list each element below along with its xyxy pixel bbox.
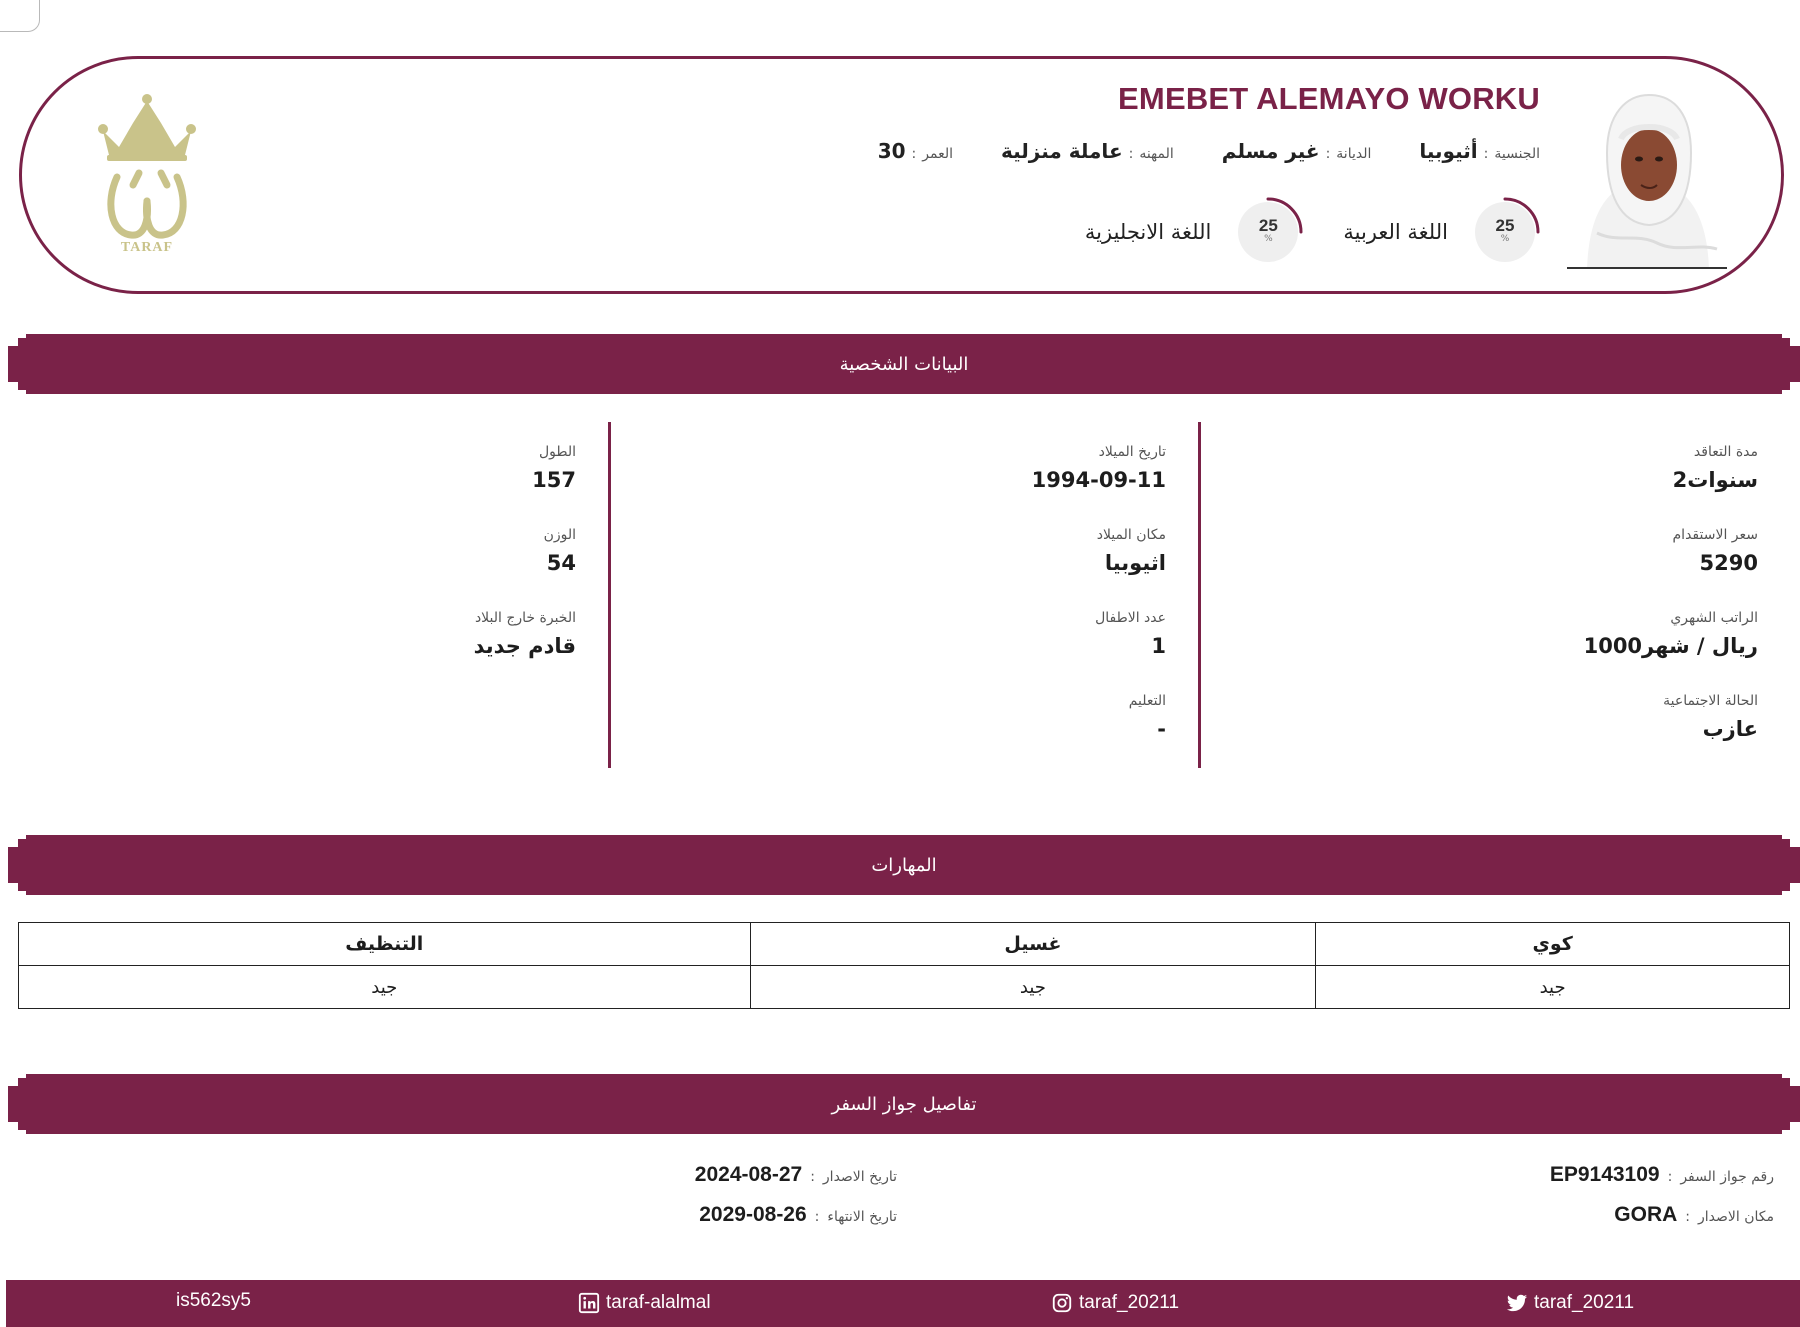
language-percent-value: 25: [1495, 216, 1515, 235]
field-label: مدة التعاقد: [1693, 444, 1758, 460]
skill-level: جيد: [19, 966, 751, 1009]
twitter-icon: [1506, 1292, 1528, 1314]
field-label: مكان الاصدار: [1698, 1209, 1774, 1225]
nationality-value: أثيوبيا: [1419, 139, 1478, 163]
corner-decoration: [0, 0, 40, 32]
separator: :: [1128, 146, 1134, 162]
field-value: 2024-08-27: [694, 1163, 803, 1186]
field-value: 2029-08-26: [699, 1203, 807, 1226]
issue-date-field: [695, 1163, 897, 1187]
twitter-link[interactable]: [1506, 1292, 1634, 1314]
field-value: -: [1157, 717, 1166, 741]
field-value: GORA: [1614, 1203, 1678, 1226]
separator: :: [1685, 1209, 1690, 1225]
passport-header: [18, 1078, 1790, 1130]
height-field: [532, 444, 576, 492]
field-value: 54: [546, 551, 576, 575]
field-label: مكان الميلاد: [1096, 527, 1166, 543]
weight-field: [544, 527, 576, 575]
field-value: EP9143109: [1549, 1163, 1660, 1186]
separator: :: [1667, 1169, 1673, 1185]
field-label: عدد الاطفال: [1095, 610, 1166, 626]
language-levels: [1085, 197, 1540, 267]
worker-code-value: is562sy5: [176, 1290, 251, 1311]
profile-header-card: [19, 56, 1784, 294]
instagram-handle: taraf_20211: [1079, 1292, 1180, 1313]
profession-value: عاملة منزلية: [1001, 139, 1123, 163]
twitter-handle: taraf_20211: [1534, 1292, 1635, 1313]
children-count-field: [1095, 610, 1166, 658]
contract-duration-field: [1673, 444, 1758, 492]
separator: :: [911, 146, 917, 162]
age-value: 30: [877, 139, 906, 163]
profession-label: المهنه: [1139, 146, 1174, 162]
taraf-logo: [87, 93, 207, 253]
separator: :: [814, 1209, 820, 1225]
contract-column: [1201, 422, 1790, 768]
issue-place-field: [1614, 1203, 1774, 1227]
field-label: تاريخ الميلاد: [1098, 444, 1166, 460]
instagram-icon: [1051, 1292, 1073, 1314]
age-label: العمر: [922, 146, 953, 162]
marital-status-field: [1663, 693, 1758, 741]
field-value: 157: [532, 468, 576, 492]
field-value: 1: [1151, 634, 1166, 658]
passport-number-field: [1550, 1163, 1774, 1187]
field-label: رقم جواز السفر: [1680, 1169, 1774, 1185]
skill-level: جيد: [750, 966, 1316, 1009]
field-value: 1000ريال / شهر: [1583, 634, 1758, 658]
field-label: الراتب الشهري: [1670, 610, 1758, 626]
basic-info-row: [878, 139, 1540, 163]
skills-header: [18, 839, 1790, 891]
field-value: قادم جديد: [473, 634, 576, 658]
physical-column: [18, 422, 611, 768]
field-label: تاريخ الانتهاء: [827, 1209, 897, 1225]
worker-code: [176, 1290, 251, 1312]
separator: :: [1325, 146, 1331, 162]
percent-unit: %: [1500, 234, 1510, 244]
skill-name: غسيل: [750, 923, 1316, 966]
table-row: [19, 966, 1790, 1009]
section-title: المهارات: [871, 854, 937, 876]
religion-label: الديانة: [1336, 146, 1372, 162]
religion-value: غير مسلم: [1221, 139, 1320, 163]
field-label: الوزن: [543, 527, 576, 543]
profession-field: [1001, 139, 1174, 163]
skill-name: كوي: [1316, 923, 1790, 966]
birth-date-field: [1032, 444, 1166, 492]
field-label: سعر الاستقدام: [1672, 527, 1758, 543]
expiry-date-field: [699, 1203, 897, 1227]
recruitment-price-field: [1673, 527, 1758, 575]
worker-name: EMEBET ALEMAYO WORKU: [1118, 81, 1540, 116]
religion-field: [1222, 139, 1372, 163]
nationality-label: الجنسية: [1494, 146, 1540, 162]
field-label: الحالة الاجتماعية: [1663, 693, 1758, 709]
separator: :: [1483, 146, 1489, 162]
experience-abroad-field: [474, 610, 576, 658]
language-gauge: [1470, 197, 1540, 267]
section-title: البيانات الشخصية: [839, 353, 969, 375]
separator: :: [810, 1169, 815, 1185]
skill-name: التنظيف: [19, 923, 751, 966]
language-label: اللغة العربية: [1343, 220, 1448, 244]
field-label: التعليم: [1128, 693, 1166, 709]
linkedin-icon: [578, 1292, 600, 1314]
footer-bar: [6, 1280, 1800, 1327]
field-value: 2سنوات: [1672, 468, 1758, 492]
skills-table: [18, 922, 1790, 1009]
language-label: اللغة الانجليزية: [1084, 220, 1212, 244]
birth-place-field: [1097, 527, 1166, 575]
monthly-salary-field: [1584, 610, 1758, 658]
skill-level: جيد: [1316, 966, 1790, 1009]
personal-data-section: [18, 422, 1790, 768]
field-value: اثيوبيا: [1104, 551, 1166, 575]
linkedin-link[interactable]: [578, 1292, 711, 1314]
logo-wordmark: TARAF: [120, 240, 174, 253]
field-value: 1994-09-11: [1031, 468, 1166, 492]
language-percent-value: 25: [1258, 216, 1278, 235]
education-field: [1129, 693, 1166, 741]
percent-unit: %: [1264, 234, 1273, 244]
language-gauge: [1233, 197, 1303, 267]
nationality-field: [1419, 139, 1540, 163]
birth-column: [611, 422, 1201, 768]
field-value: 5290: [1699, 551, 1758, 575]
instagram-link[interactable]: [1051, 1292, 1179, 1314]
field-label: الخبرة خارج البلاد: [474, 610, 576, 626]
personal-data-header: [18, 338, 1790, 390]
language-english: [1085, 197, 1303, 267]
field-value: عازب: [1702, 717, 1758, 741]
language-arabic: [1343, 197, 1540, 267]
field-label: الطول: [538, 444, 576, 460]
table-row: [19, 923, 1790, 966]
age-field: [878, 139, 953, 163]
field-label: تاريخ الاصدار: [822, 1169, 897, 1185]
linkedin-handle: taraf-alalmal: [606, 1292, 711, 1313]
worker-photo: [1567, 83, 1727, 269]
section-title: تفاصيل جواز السفر: [831, 1093, 977, 1115]
